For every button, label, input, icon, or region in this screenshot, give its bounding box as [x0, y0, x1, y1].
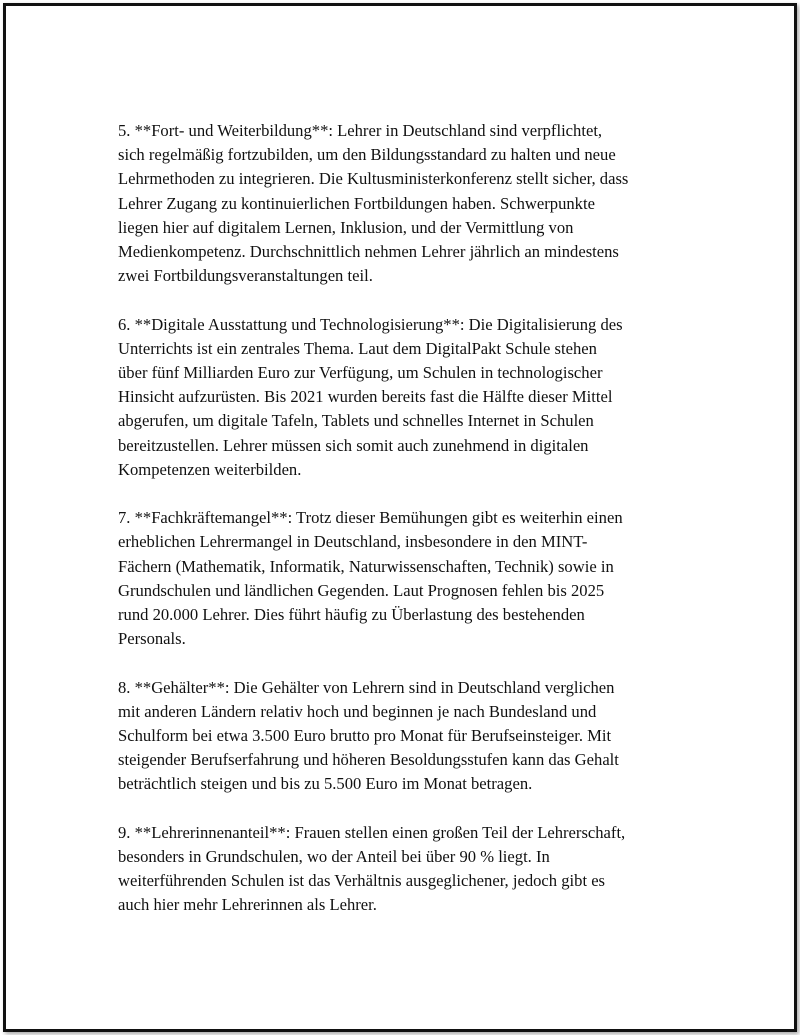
paragraph-digitale-ausstattung: 6. **Digitale Ausstattung und Technologisierung**: Die Digitalisierung des Unterrichts ist ein zentrales Thema. Laut dem DigitalPakt Schule stehen über fünf Milliarden Euro zur Verfügung, um Schulen in technologischer Hinsicht aufzurüsten. Bis 2021 wurden bereits fast die Hälfte dieser Mittel abgerufen, um digitale Tafeln, Tablets und schnelles Internet in Schulen bereitzustellen. Lehrer müssen sich somit auch zunehmend in digitalen Kompetenzen weiterbilden. — [118, 314, 623, 479]
paragraph-fortbildung: 5. **Fort- und Weiterbildung**: Lehrer in Deutschland sind verpflichtet, sich regelmäßig fortzubilden, um den Bildungsstandard zu halten und neue Lehrmethoden zu integrieren. Die Kultusministerkonferenz stellt sicher, dass Lehrer Zugang zu kontinuierlichen Fortbildungen haben. Schwerpunkte liegen hier auf digitalem Lernen, Inklusion, und der Vermittlung von Medienkompetenz. Durchschnittlich nehmen Lehrer jährlich an mindestens zwei Fortbildungsveranstaltungen teil. — [118, 121, 629, 286]
paragraph-fachkraeftemangel: 7. **Fachkräftemangel**: Trotz dieser Bemühungen gibt es weiterhin einen erheblichen Lehrermangel in Deutschland, insbesondere in den MINT- Fächern (Mathematik, Informatik, Naturwissenschaften, Technik) sowie in Grundschulen und ländlichen Gegenden. Laut Prognosen fehlen bis 2025 rund 20.000 Lehrer. Dies führt häufig zu Überlastung des bestehenden Personals. — [118, 508, 623, 649]
paragraph-lehrerinnenanteil: 9. **Lehrerinnenanteil**: Frauen stellen einen großen Teil der Lehrerschaft, besonders in Grundschulen, wo der Anteil bei über 90 % liegt. In weiterführenden Schulen ist das Verhältnis ausgeglichener, jedoch gibt es auch hier mehr Lehrerinnen als Lehrer. — [118, 822, 626, 915]
paragraph-gehaelter: 8. **Gehälter**: Die Gehälter von Lehrern sind in Deutschland verglichen mit anderen Ländern relativ hoch und beginnen je nach Bundesland und Schulform bei etwa 3.500 Euro brutto pro Monat für Berufseinsteiger. Mit steigender Berufserfahrung und höheren Besoldungsstufen kann das Gehalt beträchtlich steigen und bis zu 5.500 Euro im Monat betragen. — [118, 677, 619, 794]
document-body — [118, 119, 698, 942]
